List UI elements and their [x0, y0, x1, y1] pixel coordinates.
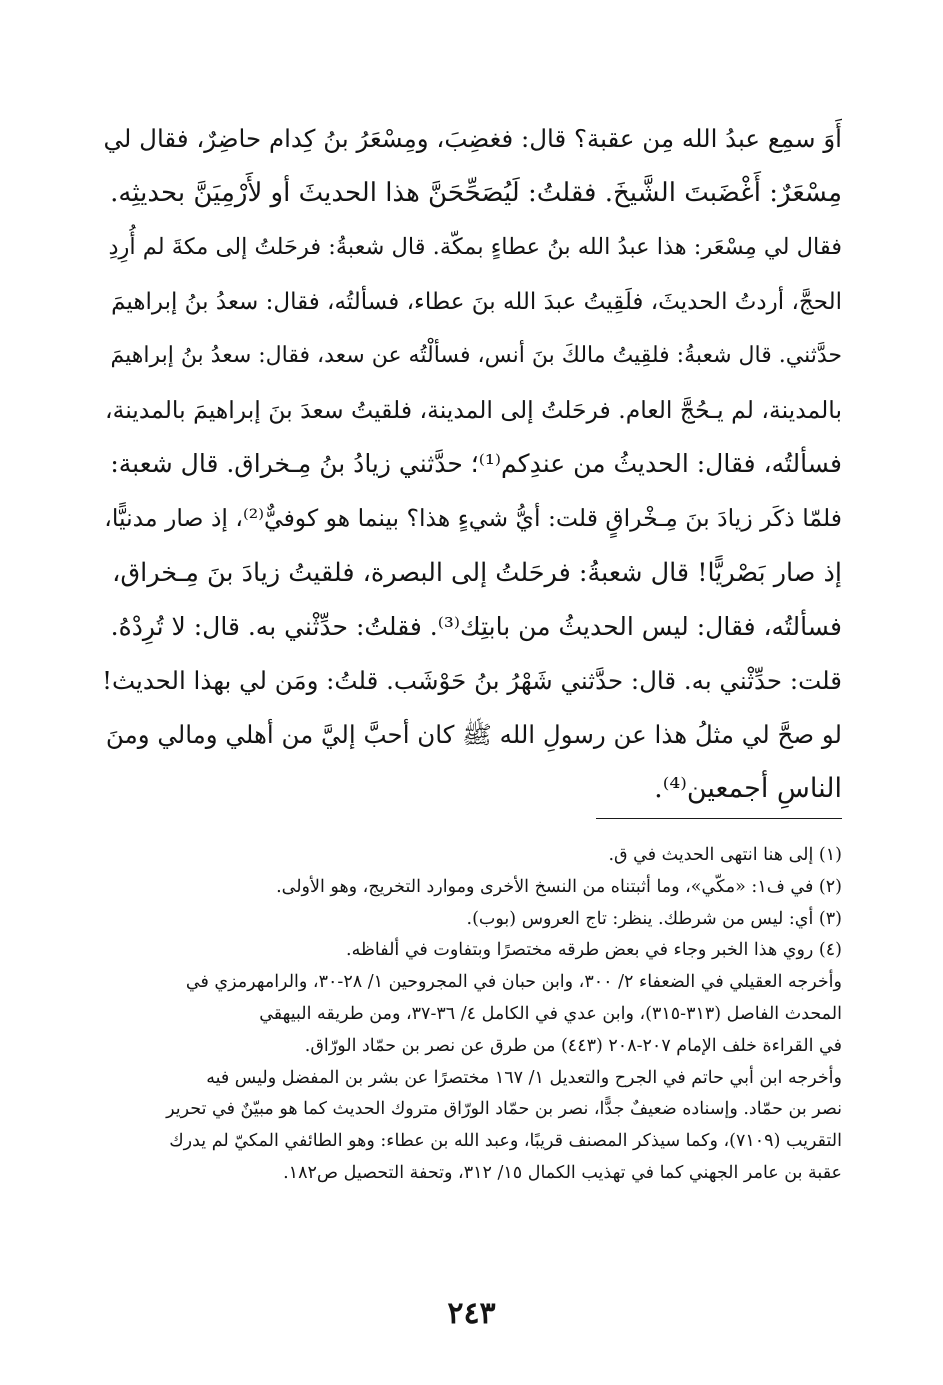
main-line-3: فقال لي مِسْعَر: هذا عبدُ الله بنُ عطاءٍ بمكّة. قال شعبةُ: فرحَلتُ إلى مكةَ لم أُرِدِ: [108, 234, 842, 261]
footnote-4: (٤) روي هذا الخبر وجاء في بعض طرقه مختصرًا وبتفاوت في ألفاظه.: [346, 940, 842, 961]
footnote-3: (٣) أي: ليس من شرطك. ينظر: تاج العروس (بوب).: [466, 908, 842, 929]
footnote-4-line-5: وأخرجه ابن أبي حاتم في الجرح والتعديل ١/ ١٦٧ مختصرًا عن بشر بن المفضل وليس فيه: [206, 1067, 842, 1088]
footnote-4-line-2: وأخرجه العقيلي في الضعفاء ٢/ ٣٠٠، وابن حبان في المجروحين ١/ ٢٨-٣٠، والرامهرمزي في: [185, 972, 842, 993]
main-line-7: فسألتُه، فقال: الحديثُ من عندِكم⁽¹⁾؛ حدَّثني زيادُ بنُ مِـخراق. قال شعبة:: [110, 449, 842, 479]
main-line-8: فلمّا ذكَر زيادَ بنَ مِـخْراقٍ قلت: أيُّ شيءٍ هذا؟ بينما هو كوفيٌّ⁽²⁾، إذ صار مدنيًّا،: [104, 504, 842, 533]
footnote-4-line-4: في القراءة خلف الإمام ٢٠٧-٢٠٨ (٤٤٣) من طرق عن نصر بن حمّاد الورّاق.: [304, 1035, 842, 1056]
footnote-4-line-6: نصر بن حمّاد. وإسناده ضعيفٌ جدًّا، نصر بن حمّاد الورّاق متروك الحديث كما هو مبيّنٌ في تحرير: [166, 1099, 842, 1120]
main-line-12: لو صحَّ لي مثلُ هذا عن رسولِ الله ﷺ كان أحبَّ إليَّ من أهلي ومالي ومنَ: [105, 720, 842, 750]
main-paragraph: [100, 112, 842, 817]
footnote-1: (١) إلى هنا انتهى الحديث في ق.: [608, 845, 842, 865]
main-line-2: مِسْعَرٌ: أَغْضَبتَ الشَّيخَ. فقلتُ: لَيُصَحِّحَنَّ هذا الحديثَ أو لأَرْمِيَنَّ بحديثِه.: [110, 178, 842, 209]
footnote-4-line-3: المحدث الفاصل (٣١٣-٣١٥)، وابن عدي في الكامل ٤/ ٣٦-٣٧، ومن طريقه البيهقي: [259, 1003, 842, 1024]
main-line-11: قلت: حدِّثْني به. قال: حدَّثني شَهْرُ بنُ حَوْشَب. قلتُ: ومَن لي بهذا الحديث!: [102, 666, 842, 696]
footnotes-block: [100, 840, 842, 1190]
footnote-divider: [596, 818, 842, 819]
page-number: ٢٤٣: [447, 1296, 496, 1331]
main-line-9: إذ صار بَصْريًّا! قال شعبةُ: فرحَلتُ إلى البصرة، فلقيتُ زيادَ بنَ مِـخراق،: [112, 557, 842, 588]
footnote-4-line-7: التقريب (٧١٠٩)، وكما سيذكر المصنف قريبًا، وعبد الله بن عطاء: وهو الطائفي المكيّ لم يدرك: [169, 1131, 842, 1152]
footnote-4-line-8: عقبة بن عامر الجهني كما في تهذيب الكمال ١٥/ ٣١٢، وتحفة التحصيل ص١٨٢.: [283, 1162, 842, 1183]
main-text-block: [100, 112, 842, 817]
footnote-2: (٢) في ف١: «مكّي»، وما أثبتناه من النسخ الأخرى وموارد التخريج، وهو الأولى.: [276, 876, 842, 897]
main-line-1: أَوَ سمِع عبدُ الله مِن عقبة؟ قال: فغضِبَ، ومِسْعَرُ بنُ كِدام حاضِرٌ، فقال لي: [103, 124, 842, 153]
main-line-13: الناسِ أجمعين⁽⁴⁾.: [654, 773, 842, 805]
main-line-5: حدَّثني. قال شعبةُ: فلقِيتُ مالكَ بنَ أنس، فسألْتُه عن سعد، فقال: سعدُ بنُ إبراهيمَ: [110, 342, 842, 368]
main-line-6: بالمدينة، لم يـحُجَّ العام. فرحَلتُ إلى المدينة، فلقيتُ سعدَ بنَ إبراهيمَ بالمدينة،: [105, 396, 842, 425]
main-line-4: الحجَّ، أردتُ الحديثَ، فلَقِيتُ عبدَ الله بنَ عطاء، فسألتُه، فقال: سعدُ بنُ إبراهيمَ: [111, 288, 842, 315]
main-line-10: فسألتُه، فقال: ليس الحديثُ من بابتِك⁽³⁾. فقلتُ: حدِّثْني به. قال: لا تُرِدْهُ.: [110, 611, 842, 641]
